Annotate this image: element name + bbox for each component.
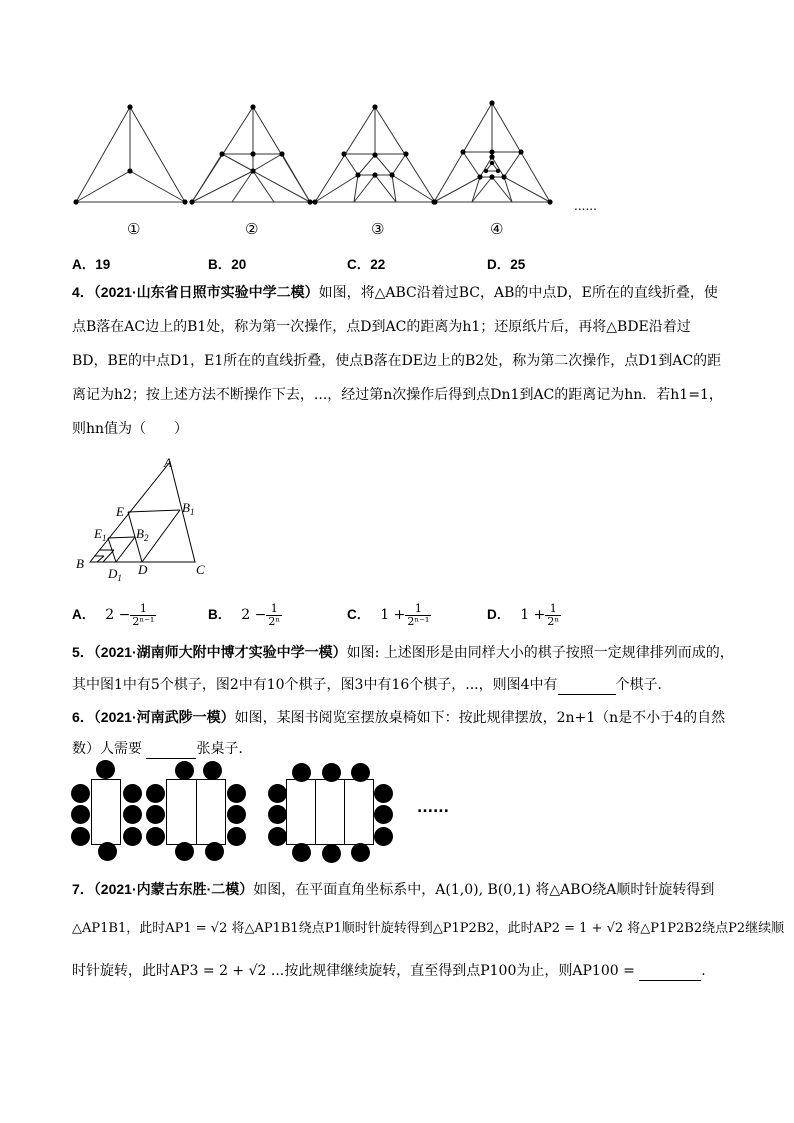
chair [227,805,246,824]
chair [146,827,165,846]
q7-line-3: 时针旋转，此时AP3 = 2 + √2 ...按此规律继续旋转，直至得到点P100为止，则AP100 = . [72,963,706,979]
figure-ellipsis: ...... [574,199,597,213]
q6-answer-blank[interactable] [146,740,196,759]
chair [175,761,194,780]
table [166,779,197,845]
q4-option-b: B． 2 − $\frac{1}{\text{2ⁿ}}$ [208,601,281,628]
chair [374,827,393,846]
label-b1: $B_1$ [182,500,195,517]
chair [203,761,222,780]
q7-line-1 [72,880,714,899]
chair [374,784,393,803]
figure-label-1: ① [127,220,141,238]
chair [227,827,246,846]
q6-line-2: 数）人需要 张桌子． [72,741,253,757]
q4-line-5: 则hn值为（ ） [72,421,189,437]
q5-number: 5． [72,644,94,660]
q5-line-2: 其中图1中有5个棋子，图2中有10个棋子，图3中有16个棋子，...，则图4中有 个棋子． [72,677,672,693]
label-e: E [116,504,124,519]
chair [146,784,165,803]
chair [123,827,142,846]
q7-number: 7． [72,881,94,897]
q7-line-2: △AP1B1，此时AP1 = √2 将△AP1B1绕点P1顺时针旋转得到△P1P2B2，此时AP2 = 1 + √2 将△P1P2B2绕点P2继续顺 [72,921,785,936]
chair [268,805,287,824]
q3-option-b: B．20 [208,257,247,272]
chair [71,827,90,846]
table [315,779,345,845]
q6-text-1: 如图，某图书阅览室摆放桌椅如下：按此规律摆放，2n+1（n是不小于4的自然 [234,710,726,726]
q4-option-a: A． 2 − $\frac{1}{\text{2ⁿ⁻¹}}$ [72,601,155,628]
chair [322,844,341,863]
table [344,779,374,845]
chair [351,763,370,782]
q5-text-1: 如图: 上述图形是由同样大小的棋子按照一定规律排列而成的， [346,645,734,661]
q5-source: （2021·湖南师大附中博才实验中学一模） [93,644,347,660]
q4-line-4: 离记为h2；按上述方法不断操作下去，...，经过第n次操作后得到点Dn1到AC的距离记为hn．若h1=1， [72,387,723,403]
table [91,779,121,845]
q6-number: 6． [72,709,94,725]
q4-source: （2021·山东省日照市实验中学二模） [93,284,319,300]
figure-label-4: ④ [490,220,504,238]
q4-option-d: D． 1 + $\frac{1}{\text{2ⁿ}}$ [487,601,560,628]
chair [322,763,341,782]
folding-triangle-figure [70,452,215,587]
figure-label-2: ② [245,220,259,238]
q4-text-1: 如图，将△ABC沿着过BC，AB的中点D，E所在的直线折叠，使 [318,285,718,301]
q4-line-3: BD，BE的中点D1，E1所在的直线折叠，使点B落在DE边上的B2处，称为第二次操作，点D1到AC的距 [72,353,722,369]
chair [96,760,115,779]
table [196,779,226,845]
table-arrangement-figure [60,760,480,865]
label-c: C [196,562,205,577]
q7-text-1: 如图，在平面直角坐标系中，A(1,0), B(0,1) 将△ABO绕A顺时针旋转得到 [253,882,715,898]
chair [98,842,117,861]
chair [123,805,142,824]
q6-line-1 [72,708,725,727]
label-d: D [138,562,148,577]
q4-number: 4． [72,284,94,300]
q4-line-2: 点B落在AC边上的B1处，称为第一次操作，点D到AC的距离为h1；还原纸片后，再将△BDE沿着过 [72,319,691,335]
chair [292,763,311,782]
chair [123,784,142,803]
chair [292,843,311,862]
chair [175,842,194,861]
label-d1: $D_1$ [108,566,122,583]
chair [374,805,393,824]
chair [146,805,165,824]
chair [205,842,224,861]
chair [71,805,90,824]
q4-line-1 [72,283,718,302]
q4-option-c: C． 1 + $\frac{1}{\text{2ⁿ⁻¹}}$ [347,601,430,628]
figure-ellipsis-2: ...... [417,800,449,816]
chair [268,827,287,846]
chair [268,784,287,803]
q7-source: （2021·内蒙古东胜·二模） [93,881,254,897]
figure-label-3: ③ [371,220,385,238]
q6-source: （2021·河南武陟一模） [93,709,235,725]
q7-answer-blank[interactable] [639,962,701,981]
label-b2: $B_2$ [136,526,149,543]
triangle-sequence-figure [60,95,600,215]
chair [227,784,246,803]
label-b: B [76,556,84,571]
q5-answer-blank[interactable] [558,676,616,695]
q3-option-a: A．19 [72,257,111,272]
q5-line-1 [72,643,734,662]
q3-option-d: D．25 [487,257,526,272]
label-a: A [164,455,172,470]
chair [351,843,370,862]
label-e1: $E_1$ [94,526,107,543]
table [286,779,316,845]
q3-option-c: C．22 [347,257,386,272]
chair [71,784,90,803]
